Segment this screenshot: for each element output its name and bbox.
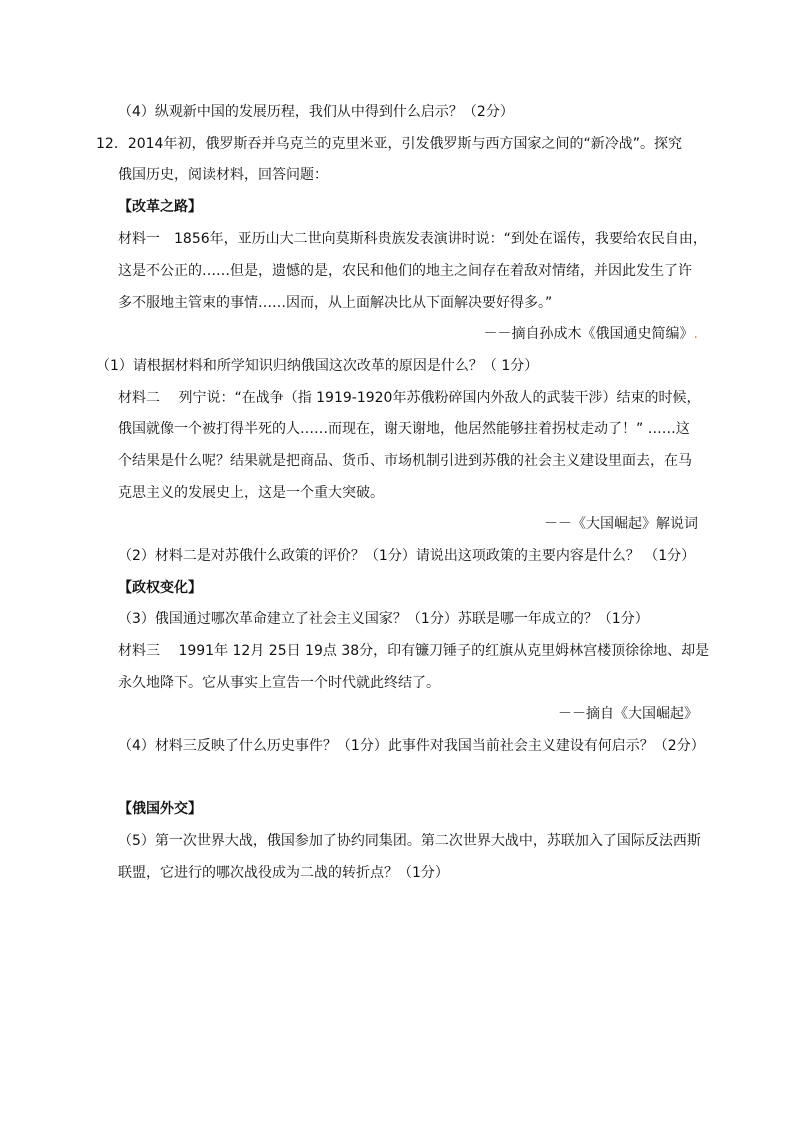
question-12-intro-line1: 12．2014年初，俄罗斯吞并乌克兰的克里米亚，引发俄罗斯与西方国家之间的“新冷战”。探究 [96,136,682,152]
question-5-line1: （5）第一次世界大战，俄国参加了协约同集团。第二次世界大战中，苏联加入了国际反法西斯 [118,833,701,849]
material-1-line3: 多不服地主管束的事情……因而，从上面解决比从下面解决要好得多。” [118,295,553,311]
question-4-previous: （4）纵观新中国的发展历程，我们从中得到什么启示？（2分） [118,104,514,120]
question-1: （1）请根据材料和所学知识归纳俄国这次改革的原因是什么？（ 1分） [96,358,539,374]
material-3-line2: 永久地降下。它从事实上宣告一个时代就此终结了。 [118,675,440,691]
source-dot-mark: . [693,326,698,342]
material-1-line2: 这是不公正的……但是，遗憾的是，农民和他们的地主之间存在着敌对情绪，并因此发生了许 [118,263,692,279]
section-heading-regime: 【政权变化】 [118,580,202,596]
section-heading-reform: 【改革之路】 [118,199,202,215]
section-heading-diplomacy: 【俄国外交】 [118,801,202,817]
material-2-line4: 克思主义的发展史上，这是一个重大突破。 [118,485,384,501]
question-12-intro-line2: 俄国历史，阅读材料，回答问题： [118,167,328,183]
material-1-line1: 材料一 1856年，亚历山大二世向莫斯科贵族发表演讲时说：“到处在谣传，我要给农民自由， [118,231,707,247]
material-2-line1: 材料二 列宁说：“在战争（指 1919-1920年苏俄粉碎国内外敌人的武装干涉）结束的时候， [118,390,701,406]
question-2: （2）材料二是对苏俄什么政策的评价？（1分）请说出这项政策的主要内容是什么？ （1分） [118,548,696,564]
material-2-line3: 个结果是什么呢？结果就是把商品、货币、市场机制引进到苏俄的社会主义建设里面去，在马 [118,453,692,469]
material-2-source: －－《大国崛起》解说词 [544,516,698,532]
question-4: （4）材料三反映了什么历史事件？（1分）此事件对我国当前社会主义建设有何启示？（2分） [118,738,705,754]
material-1-source-text: －－摘自孙成木《俄国通史简编》 [483,326,694,342]
material-3-source: －－摘自《大国崛起》 [558,706,698,722]
question-5-line2: 联盟，它进行的哪次战役成为二战的转折点？（1分） [118,865,449,881]
material-2-line2: 俄国就像一个被打得半死的人……而现在，谢天谢地，他居然能够拄着拐杖走动了！” ……这 [118,421,690,437]
material-1-source [484,325,698,343]
question-3: （3）俄国通过哪次革命建立了社会主义国家？（1分）苏联是哪一年成立的？（1分） [118,611,649,627]
material-3-line1: 材料三 1991年 12月 25日 19点 38分，印有镰刀锤子的红旗从克里姆林宫楼顶徐徐地、却是 [118,643,710,659]
